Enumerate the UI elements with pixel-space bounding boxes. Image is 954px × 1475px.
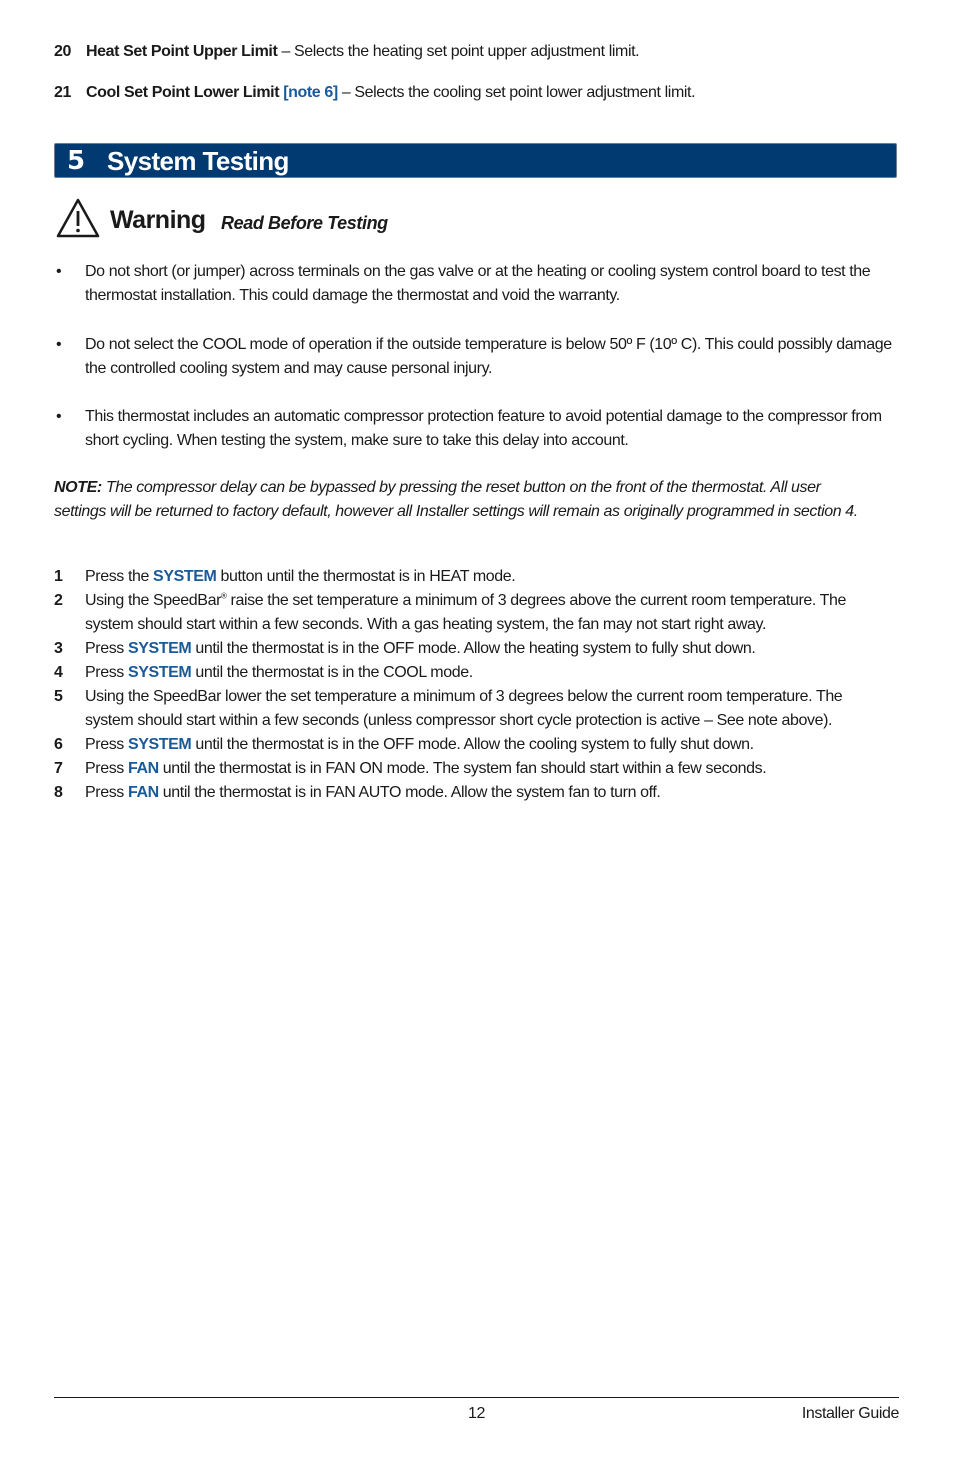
step-text: Using the SpeedBar xyxy=(85,592,222,609)
step-number: 4 xyxy=(54,664,63,681)
step-item xyxy=(54,733,884,757)
step-number: 8 xyxy=(54,784,63,801)
step-text: button until the thermostat is in HEAT mode. xyxy=(216,568,516,585)
step-item xyxy=(54,565,884,589)
step-item xyxy=(54,661,884,685)
bullet-text: Do not select the COOL mode of operation if the outside temperature is below 50º F (10º C). This could possibly damage the controlled cooling system and may cause personal injury. xyxy=(85,336,892,377)
step-text: Press the xyxy=(85,568,154,585)
step-text: until the thermostat is in FAN AUTO mode. Allow the system fan to turn off. xyxy=(158,784,661,801)
step-item xyxy=(54,757,884,781)
warning-subtitle: Read Before Testing xyxy=(221,213,388,233)
step-number: 7 xyxy=(54,760,63,777)
step-item xyxy=(54,685,884,733)
setting-item-20 xyxy=(54,40,639,64)
section-title: System Testing xyxy=(107,146,289,176)
system-button-label: SYSTEM xyxy=(127,736,192,753)
system-button-label: SYSTEM xyxy=(127,640,192,657)
step-item xyxy=(54,589,884,637)
registered-mark: ® xyxy=(221,591,227,601)
setting-number: 20 xyxy=(54,43,71,60)
step-number: 1 xyxy=(54,568,63,585)
bullet-dot: • xyxy=(56,336,62,353)
step-text: Press xyxy=(85,664,128,681)
step-item xyxy=(54,637,884,661)
setting-item-21 xyxy=(54,81,695,105)
setting-label: Heat Set Point Upper Limit xyxy=(86,43,278,60)
step-number: 6 xyxy=(54,736,63,753)
step-text: until the thermostat is in the OFF mode. Allow the cooling system to fully shut down. xyxy=(191,736,754,753)
step-item xyxy=(54,781,884,805)
setting-number: 21 xyxy=(54,84,71,101)
fan-button-label: FAN xyxy=(127,760,159,777)
step-text: Using the SpeedBar lower the set temperature a minimum of 3 degrees below the current room temperature. The system should start within a few seconds (unless compressor short cycle protection is active – See note above). xyxy=(85,688,843,729)
testing-steps-list xyxy=(54,565,884,805)
setting-label: Cool Set Point Lower Limit xyxy=(86,84,280,101)
system-button-label: SYSTEM xyxy=(127,664,192,681)
note-paragraph xyxy=(54,476,864,524)
step-text: raise the set temperature a minimum of 3 degrees above the current room temperature. The system should start within a few seconds. With a gas heating system, the fan may not start right away. xyxy=(85,592,847,633)
warning-triangle-icon xyxy=(56,198,100,238)
step-text: Press xyxy=(85,736,128,753)
step-number: 2 xyxy=(54,592,63,609)
step-text: Press xyxy=(85,760,128,777)
step-number: 5 xyxy=(54,688,63,705)
warning-title: Warning xyxy=(110,206,206,234)
note-text: The compressor delay can be bypassed by pressing the reset button on the front of the thermostat. All user settings will be returned to factory default, however all Installer settings will remain as originally programmed in section 4. xyxy=(54,479,858,520)
step-text: until the thermostat is in the OFF mode. Allow the heating system to fully shut down. xyxy=(191,640,756,657)
system-button-label: SYSTEM xyxy=(153,568,217,585)
note-label: NOTE: xyxy=(54,479,102,496)
step-text: until the thermostat is in the COOL mode. xyxy=(191,664,473,681)
setting-description: – Selects the heating set point upper adjustment limit. xyxy=(277,43,640,60)
footer-divider xyxy=(54,1397,899,1398)
page-number: 12 xyxy=(468,1405,485,1422)
footer-guide-title: Installer Guide xyxy=(801,1405,899,1422)
bullet-dot: • xyxy=(56,263,62,280)
fan-button-label: FAN xyxy=(127,784,159,801)
note-reference-link[interactable]: [note 6] xyxy=(283,84,338,101)
step-text: Press xyxy=(85,784,128,801)
bullet-dot: • xyxy=(56,408,62,425)
step-number: 3 xyxy=(54,640,63,657)
section-number: 5 xyxy=(67,146,86,176)
bullet-text: This thermostat includes an automatic compressor protection feature to avoid potential damage to the compressor from short cycling. When testing the system, make sure to take this delay into account. xyxy=(85,408,882,449)
setting-description: – Selects the cooling set point lower adjustment limit. xyxy=(337,84,696,101)
step-text: Press xyxy=(85,640,128,657)
step-text: until the thermostat is in FAN ON mode. The system fan should start within a few seconds. xyxy=(158,760,767,777)
section-banner xyxy=(54,143,897,178)
bullet-text: Do not short (or jumper) across terminals on the gas valve or at the heating or cooling system control board to test the thermostat installation. This could damage the thermostat and void the warranty. xyxy=(85,263,871,304)
